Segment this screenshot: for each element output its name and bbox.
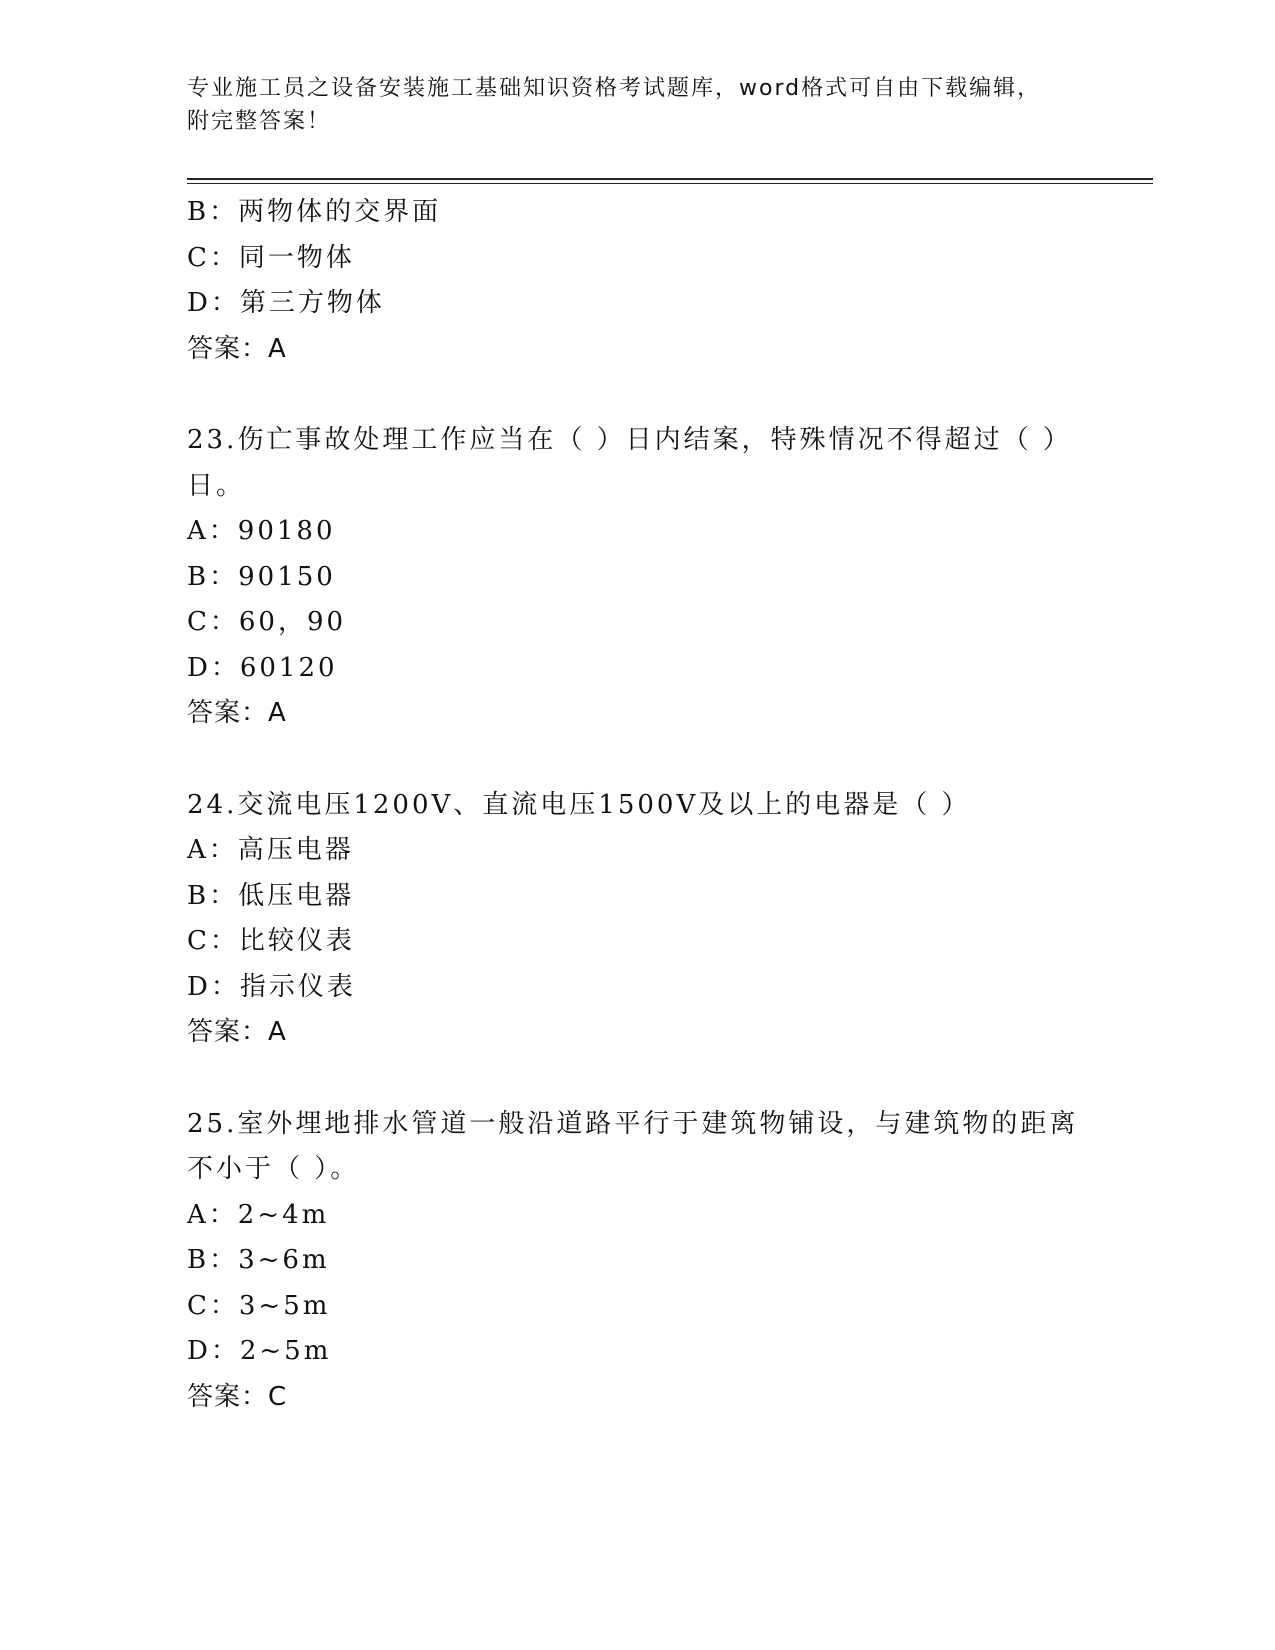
option-c: C：60，90 bbox=[187, 607, 347, 637]
document-header bbox=[187, 72, 1087, 138]
option-c: C：同一物体 bbox=[187, 242, 355, 273]
question-25 bbox=[187, 1102, 1087, 1421]
header-line-1: 专业施工员之设备安装施工基础知识资格考试题库，word格式可自由下载编辑， bbox=[187, 76, 1042, 101]
option-b: B：低压电器 bbox=[187, 880, 355, 911]
spacer bbox=[187, 737, 1087, 783]
question-stem: 25.室外埋地排水管道一般沿道路平行于建筑物铺设，与建筑物的距离 bbox=[187, 1108, 1079, 1139]
question-23 bbox=[187, 418, 1087, 737]
option-d: D：第三方物体 bbox=[187, 288, 385, 318]
option-d: D：指示仪表 bbox=[187, 971, 356, 1002]
header-line-2: 附完整答案！ bbox=[187, 109, 332, 134]
partial-question bbox=[187, 190, 1087, 372]
answer: 答案：A bbox=[187, 333, 287, 364]
option-c: C：比较仪表 bbox=[187, 926, 355, 956]
question-24 bbox=[187, 783, 1087, 1056]
spacer bbox=[187, 1056, 1087, 1102]
header-divider-bottom bbox=[187, 183, 1153, 184]
option-b: B：两物体的交界面 bbox=[187, 197, 442, 227]
question-stem: 23.伤亡事故处理工作应当在（ ）日内结案，特殊情况不得超过（ ） bbox=[187, 425, 1072, 455]
option-d: D：2~5m bbox=[187, 1336, 332, 1366]
option-a: A：高压电器 bbox=[187, 835, 354, 865]
header-divider-top bbox=[187, 178, 1153, 180]
option-a: A：2~4m bbox=[187, 1199, 330, 1230]
option-d: D：60120 bbox=[187, 652, 338, 683]
question-stem-continued: 日。 bbox=[187, 470, 246, 501]
option-c: C：3~5m bbox=[187, 1290, 331, 1321]
option-b: B：3~6m bbox=[187, 1245, 330, 1275]
answer: 答案：A bbox=[187, 698, 287, 728]
option-b: B：90150 bbox=[187, 561, 336, 592]
spacer bbox=[187, 372, 1087, 418]
option-a: A：90180 bbox=[187, 516, 336, 546]
question-stem-continued: 不小于（ ）。 bbox=[187, 1154, 360, 1184]
question-content bbox=[187, 190, 1087, 1420]
answer: 答案：C bbox=[187, 1381, 288, 1412]
question-stem: 24.交流电压1200V、直流电压1500V及以上的电器是（ ） bbox=[187, 789, 971, 820]
answer: 答案：A bbox=[187, 1017, 287, 1047]
